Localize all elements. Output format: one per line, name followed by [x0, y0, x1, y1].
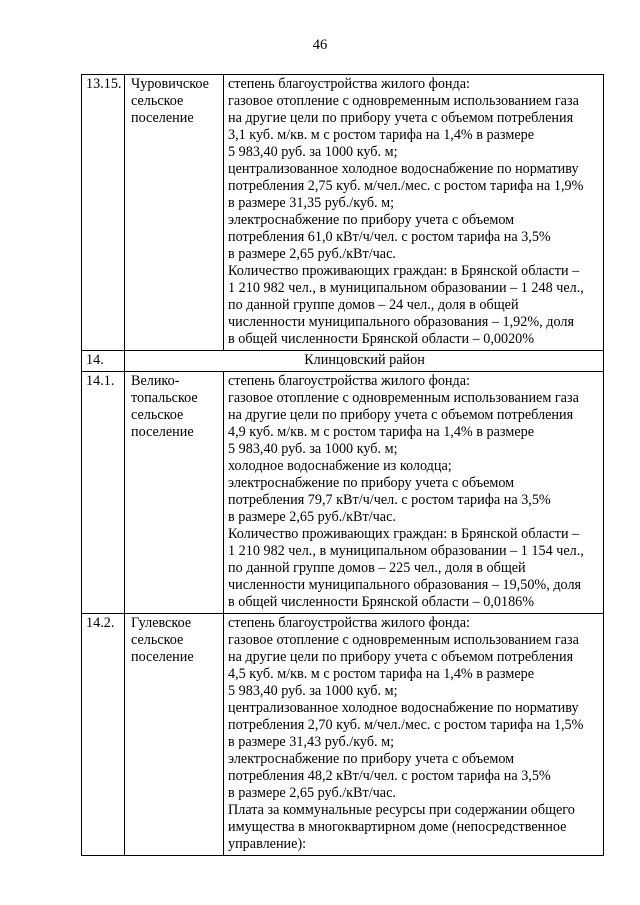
- desc-line: газовое отопление с одновременным использованием газа: [228, 390, 579, 406]
- name-line: топальское: [131, 390, 198, 406]
- tariff-table: [81, 74, 604, 856]
- tariff-table-body: [82, 75, 604, 856]
- settlement-name: [125, 372, 224, 614]
- desc-line: на другие цели по прибору учета с объемом потребления: [228, 110, 574, 126]
- row-number: 14.1.: [82, 372, 125, 614]
- desc-line: Плата за коммунальные ресурсы при содержании общего: [228, 802, 575, 818]
- name-line: Чуровичское: [131, 76, 209, 92]
- desc-line: 3,1 куб. м/кв. м с ростом тарифа на 1,4% в размере: [228, 127, 535, 143]
- desc-line: по данной группе домов – 225 чел., доля в общей: [228, 560, 526, 576]
- desc-line: в общей численности Брянской области – 0,0186%: [228, 594, 535, 610]
- table-row: [82, 614, 604, 856]
- desc-line: потребления 2,75 куб. м/чел./мес. с ростом тарифа на 1,9%: [228, 178, 584, 194]
- desc-line: 4,5 куб. м/кв. м с ростом тарифа на 1,4% в размере: [228, 666, 535, 682]
- desc-line: Количество проживающих граждан: в Брянской области –: [228, 526, 580, 542]
- page-number: 46: [312, 37, 328, 53]
- name-line: сельское: [131, 407, 184, 423]
- desc-line: газовое отопление с одновременным использованием газа: [228, 632, 579, 648]
- name-line: Велико-: [131, 373, 180, 389]
- desc-line: централизованное холодное водоснабжение по нормативу: [228, 700, 579, 716]
- desc-line: степень благоустройства жилого фонда:: [228, 76, 470, 92]
- name-line: поселение: [131, 424, 194, 440]
- desc-line: 1 210 982 чел., в муниципальном образовании – 1 248 чел.,: [228, 280, 584, 296]
- name-line: поселение: [131, 649, 194, 665]
- table-row: [82, 372, 604, 614]
- desc-line: Количество проживающих граждан: в Брянской области –: [228, 263, 580, 279]
- name-line: Гулевское: [131, 615, 192, 631]
- desc-line: на другие цели по прибору учета с объемом потребления: [228, 407, 574, 423]
- desc-line: 1 210 982 чел., в муниципальном образовании – 1 154 чел.,: [228, 543, 584, 559]
- row-description: [224, 75, 604, 351]
- name-line: сельское: [131, 93, 184, 109]
- section-number: 14.: [82, 351, 125, 372]
- desc-line: имущества в многоквартирном доме (непосредственное: [228, 819, 567, 835]
- desc-line: в размере 2,65 руб./кВт/час.: [228, 246, 396, 262]
- section-row: [82, 351, 604, 372]
- desc-line: 5 983,40 руб. за 1000 куб. м;: [228, 144, 398, 160]
- table-row: [82, 75, 604, 351]
- desc-line: по данной группе домов – 24 чел., доля в общей: [228, 297, 519, 313]
- desc-line: 4,9 куб. м/кв. м с ростом тарифа на 1,4% в размере: [228, 424, 535, 440]
- name-line: сельское: [131, 632, 184, 648]
- desc-line: 5 983,40 руб. за 1000 куб. м;: [228, 441, 398, 457]
- desc-line: холодное водоснабжение из колодца;: [228, 458, 452, 474]
- row-number: 14.2.: [82, 614, 125, 856]
- desc-line: потребления 61,0 кВт/ч/чел. с ростом тарифа на 3,5%: [228, 229, 551, 245]
- settlement-name: [125, 75, 224, 351]
- desc-line: газовое отопление с одновременным использованием газа: [228, 93, 579, 109]
- desc-line: централизованное холодное водоснабжение по нормативу: [228, 161, 579, 177]
- row-number: 13.15.: [82, 75, 125, 351]
- desc-line: управление):: [228, 836, 307, 852]
- desc-line: 5 983,40 руб. за 1000 куб. м;: [228, 683, 398, 699]
- settlement-name: [125, 614, 224, 856]
- desc-line: электроснабжение по прибору учета с объемом: [228, 212, 515, 228]
- section-title: Клинцовский район: [125, 351, 604, 372]
- desc-line: в размере 2,65 руб./кВт/час.: [228, 785, 396, 801]
- row-description: [224, 614, 604, 856]
- desc-line: электроснабжение по прибору учета с объемом: [228, 475, 515, 491]
- desc-line: потребления 79,7 кВт/ч/чел. с ростом тарифа на 3,5%: [228, 492, 551, 508]
- desc-line: степень благоустройства жилого фонда:: [228, 615, 470, 631]
- name-line: поселение: [131, 110, 194, 126]
- desc-line: потребления 2,70 куб. м/чел./мес. с ростом тарифа на 1,5%: [228, 717, 584, 733]
- row-description: [224, 372, 604, 614]
- desc-line: в размере 31,43 руб./куб. м;: [228, 734, 395, 750]
- desc-line: в общей численности Брянской области – 0,0020%: [228, 331, 535, 347]
- desc-line: на другие цели по прибору учета с объемом потребления: [228, 649, 574, 665]
- desc-line: численности муниципального образования – 1,92%, доля: [228, 314, 574, 330]
- desc-line: потребления 48,2 кВт/ч/чел. с ростом тарифа на 3,5%: [228, 768, 551, 784]
- desc-line: электроснабжение по прибору учета с объемом: [228, 751, 515, 767]
- desc-line: численности муниципального образования – 19,50%, доля: [228, 577, 582, 593]
- desc-line: степень благоустройства жилого фонда:: [228, 373, 470, 389]
- desc-line: в размере 2,65 руб./кВт/час.: [228, 509, 396, 525]
- desc-line: в размере 31,35 руб./куб. м;: [228, 195, 395, 211]
